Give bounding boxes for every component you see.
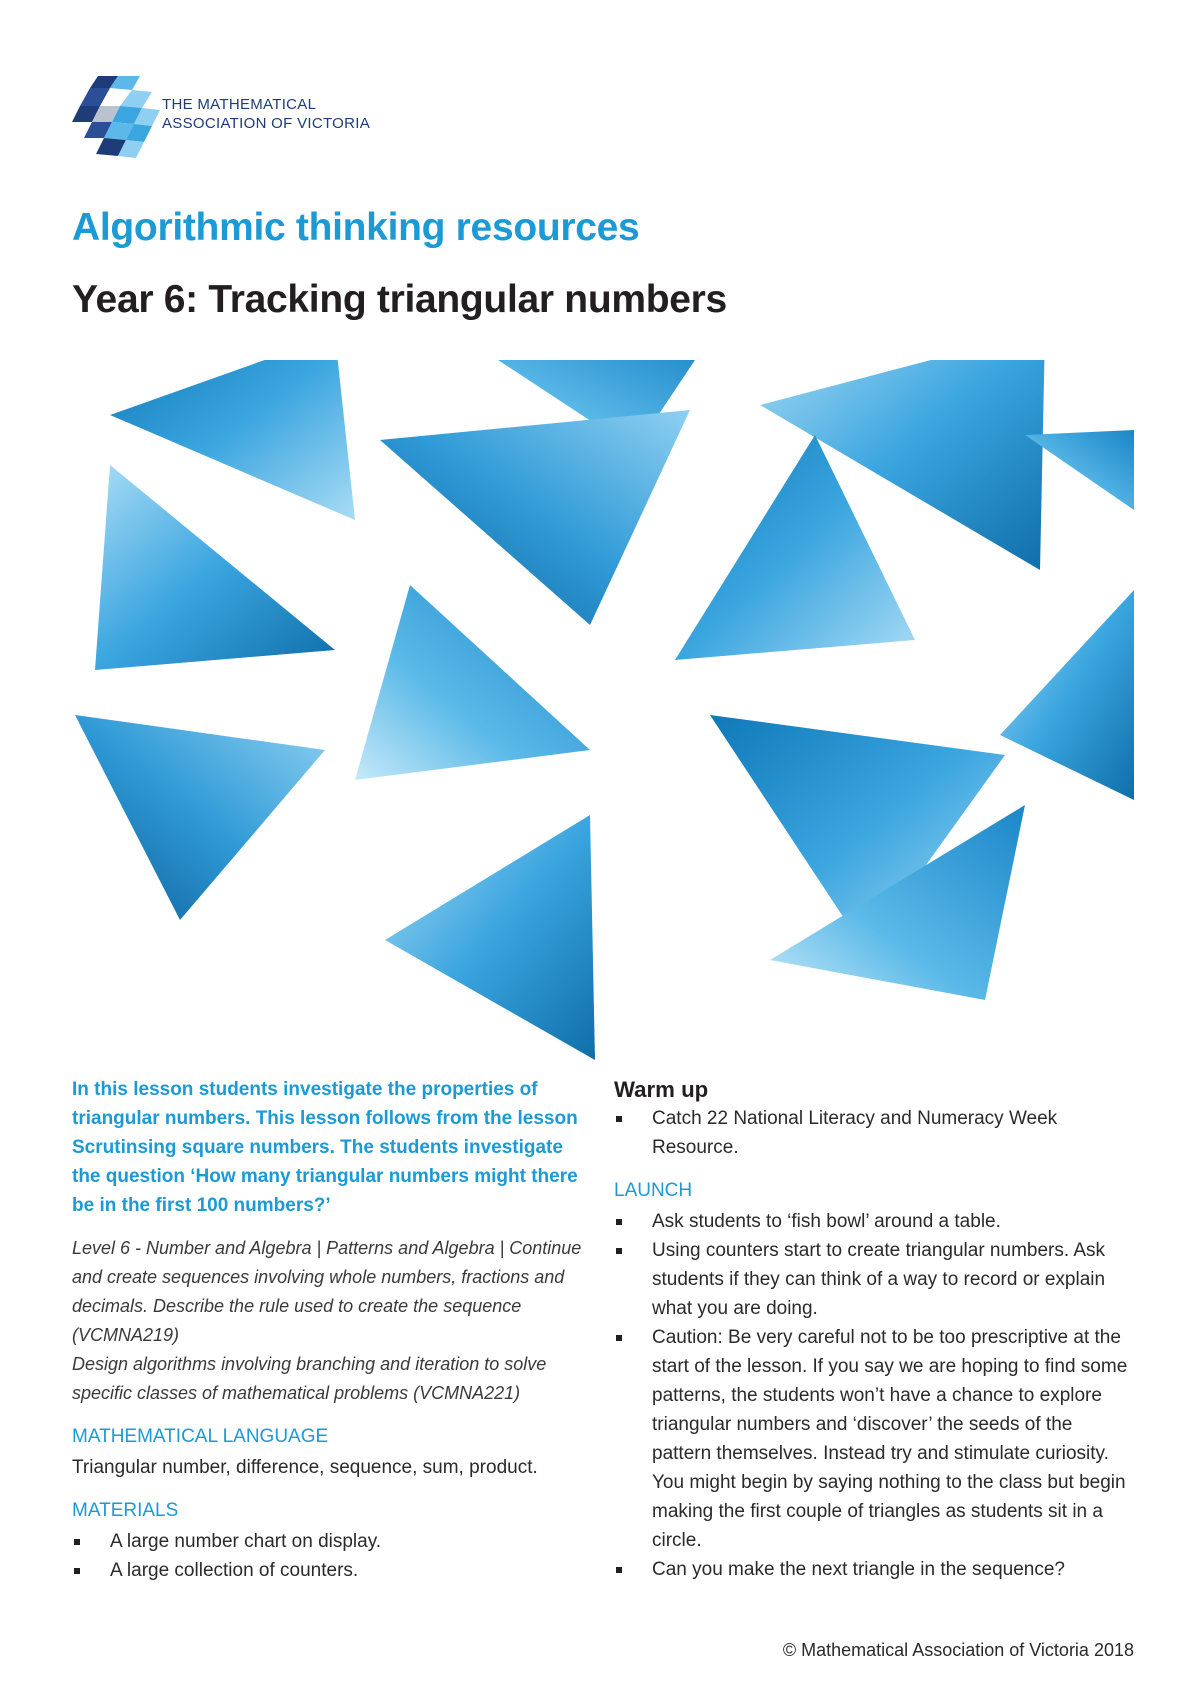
lesson-title: Year 6: Tracking triangular numbers bbox=[72, 278, 727, 321]
materials-list bbox=[72, 1527, 584, 1585]
curriculum-link-vcmna221: Design algorithms involving branching and iteration to solve specific classes of mathematical problems (VCMNA221) bbox=[72, 1354, 547, 1403]
list-item: A large collection of counters. bbox=[72, 1556, 584, 1585]
list-item: A large number chart on display. bbox=[72, 1527, 584, 1556]
org-name-line-1: THE MATHEMATICAL bbox=[162, 96, 317, 113]
copyright-footer: © Mathematical Association of Victoria 2018 bbox=[782, 1640, 1134, 1660]
launch-heading: LAUNCH bbox=[614, 1180, 693, 1201]
materials-heading: MATERIALS bbox=[72, 1500, 179, 1521]
mav-logo bbox=[70, 72, 160, 162]
right-column bbox=[614, 1075, 1134, 1592]
watercolour-triangles-illustration bbox=[70, 360, 1134, 1060]
list-item: Ask students to ‘fish bowl’ around a table. bbox=[614, 1207, 1134, 1236]
series-title: Algorithmic thinking resources bbox=[72, 206, 640, 249]
list-item: Can you make the next triangle in the sequence? bbox=[614, 1555, 1134, 1584]
curriculum-links bbox=[72, 1234, 584, 1408]
mathematical-language-heading: MATHEMATICAL LANGUAGE bbox=[72, 1426, 329, 1447]
triangle-shape bbox=[75, 715, 325, 920]
lesson-introduction: In this lesson students investigate the properties of triangular numbers. This lesson follows from the lesson Scrutinsing square numbers. The students investigate the question ‘How many triangular numbers might there be in the first 100 numbers?’ bbox=[72, 1079, 578, 1216]
triangle-shape bbox=[1000, 590, 1134, 800]
list-item: Catch 22 National Literacy and Numeracy Week Resource. bbox=[614, 1104, 1134, 1162]
triangle-shape bbox=[380, 410, 690, 625]
launch-list bbox=[614, 1207, 1134, 1584]
org-name-line-2: ASSOCIATION OF VICTORIA bbox=[162, 115, 371, 132]
list-item: Caution: Be very careful not to be too prescriptive at the start of the lesson. If you say we are hoping to find some patterns, the students won’t have a chance to explore triangular numbers and ‘discover’ the seeds of the pattern themselves. Instead try and stimulate curiosity. You might begin by saying nothing to the class but begin making the first couple of triangles as students sit in a circle. bbox=[614, 1323, 1134, 1555]
list-item: Using counters start to create triangular numbers. Ask students if they can think of a way to record or explain what you are doing. bbox=[614, 1236, 1134, 1323]
triangle-shape bbox=[385, 815, 595, 1060]
triangle-shape bbox=[355, 585, 590, 780]
organisation-name bbox=[162, 95, 370, 133]
warm-up-list bbox=[614, 1104, 1134, 1162]
left-column bbox=[72, 1075, 584, 1593]
curriculum-link-vcmna219: Level 6 - Number and Algebra | Patterns and Algebra | Continue and create sequences involving whole numbers, fractions and decimals. Describe the rule used to create the sequence (VCMNA219) bbox=[72, 1238, 582, 1345]
mathematical-language-text: Triangular number, difference, sequence, sum, product. bbox=[72, 1457, 538, 1478]
warm-up-heading: Warm up bbox=[614, 1077, 709, 1102]
